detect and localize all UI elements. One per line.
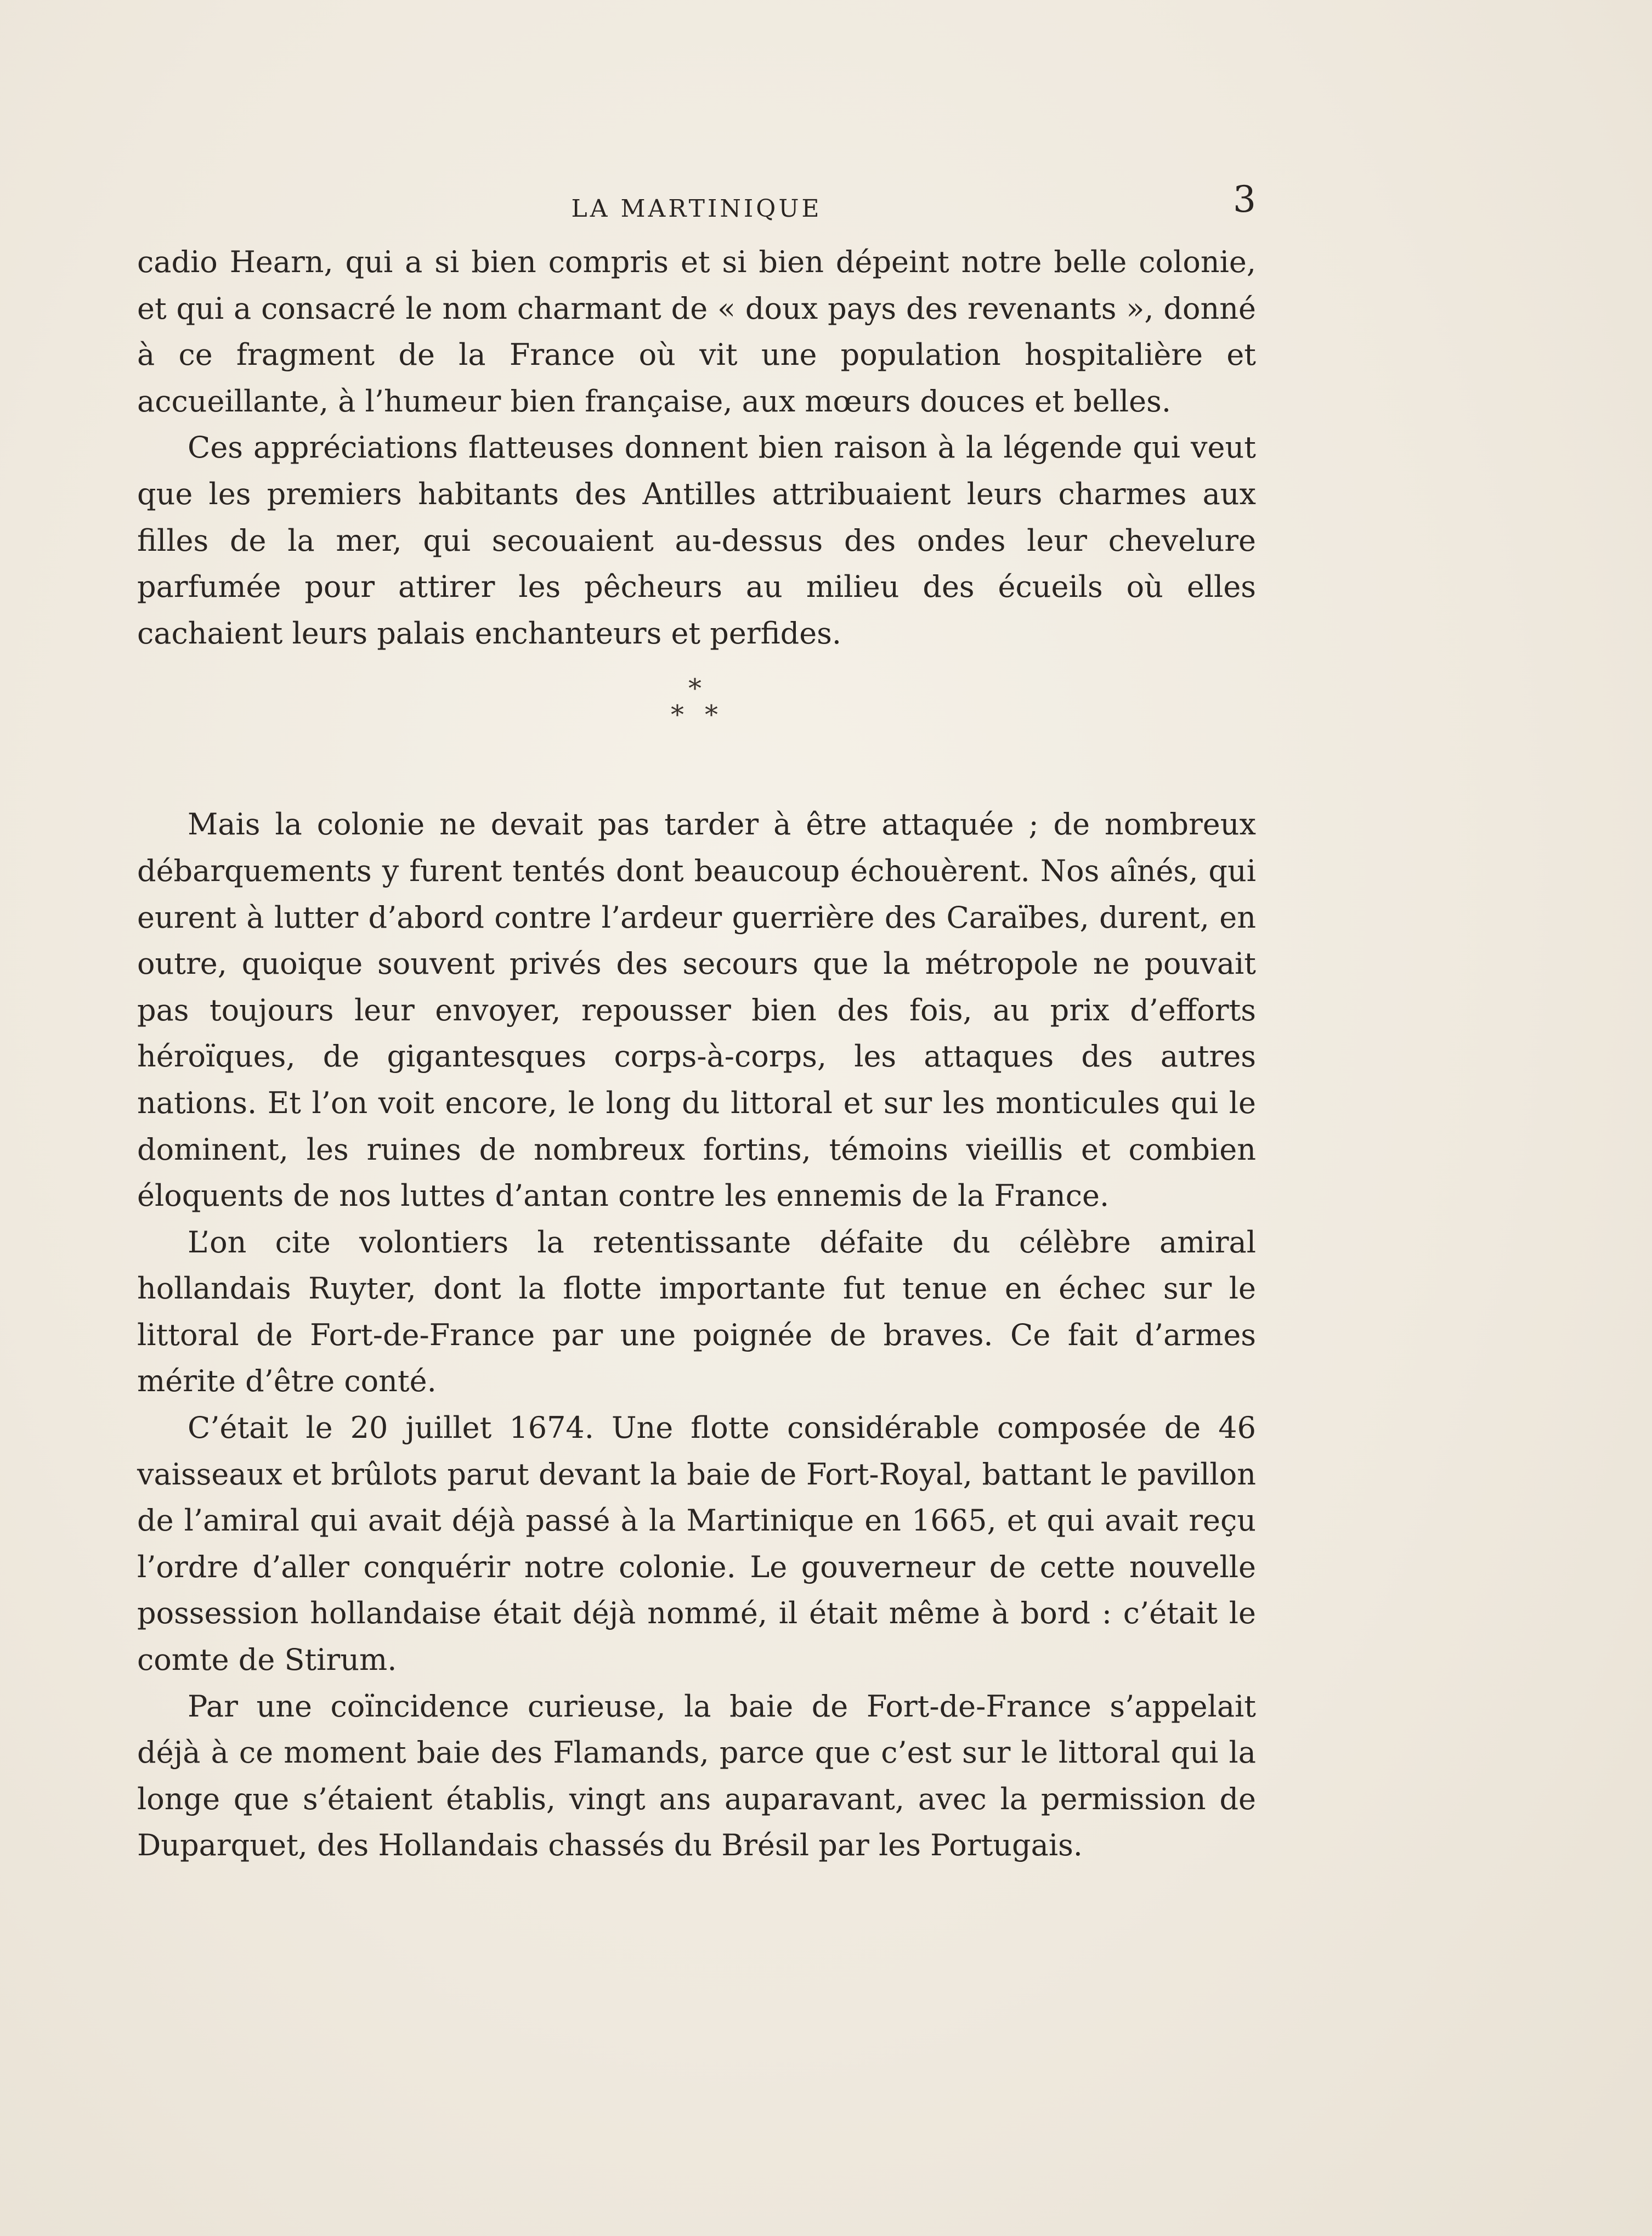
section-separator (137, 657, 1256, 801)
page-header (137, 178, 1256, 239)
paragraph-continued: cadio Hearn, qui a si bien compris et si bien dépeint notre belle colonie, et qui a consacré le nom charmant de « doux pays des revenants », donné à ce fragment de la France où vit une population hospitalière et accueillante, à l’humeur bien française, aux mœurs douces et belles. (137, 245, 1256, 419)
paragraph: L’on cite volontiers la retentissante défaite du célèbre amiral hollandais Ruyter, dont la flotte importante fut tenue en échec sur le littoral de Fort-de-France par une poignée de braves. Ce fait d’armes mérite d’être conté. (137, 1224, 1256, 1399)
paragraph: Ces appréciations flatteuses donnent bien raison à la légende qui veut que les premiers habitants des Antilles attribuaient leurs charmes aux filles de la mer, qui secouaient au-dessus des ondes leur chevelure parfumée pour attirer les pêcheurs au milieu des écueils où elles cachaient leurs palais enchanteurs et perfides. (137, 430, 1256, 651)
running-head: LA MARTINIQUE (571, 195, 822, 223)
paragraph: Mais la colonie ne devait pas tarder à être attaquée ; de nombreux débarquements y furent tentés dont beaucoup échouèrent. Nos aînés, qui eurent à lutter d’abord contre l’ardeur guerrière des Caraïbes, durent, en outre, quoique souvent privés des secours que la métropole ne pouvait pas toujours leur envoyer, repousser bien des fois, au prix d’efforts héroïques, de gigantesques corps-à-corps, les attaques des autres nations. Et l’on voit encore, le long du littoral et sur les monticules qui le dominent, les ruines de nombreux fortins, témoins vieillis et combien éloquents de nos luttes d’antan contre les ennemis de la France. (137, 807, 1256, 1213)
paragraph: C’était le 20 juillet 1674. Une flotte considérable composée de 46 vaisseaux et brûlots parut devant la baie de Fort-Royal, battant le pavillon de l’amiral qui avait déjà passé à la Martinique en 1665, et qui avait reçu l’ordre d’aller conquérir notre colonie. Le gouverneur de cette nouvelle possession hollandaise était déjà nommé, il était même à bord : c’était le comte de Stirum. (137, 1410, 1256, 1678)
asterism-star-icon: * (688, 673, 701, 704)
paragraph: Par une coïncidence curieuse, la baie de Fort-de-France s’appelait déjà à ce moment baie des Flamands, parce que c’est sur le littoral qui la longe que s’étaient établis, vingt ans auparavant, avec la permission de Duparquet, des Hollandais chassés du Brésil par les Portugais. (137, 1689, 1256, 1863)
body-text (137, 239, 1256, 1869)
page-number: 3 (1233, 178, 1256, 221)
asterism-star-icon: * (705, 699, 718, 731)
asterism-star-icon: * (671, 699, 684, 731)
